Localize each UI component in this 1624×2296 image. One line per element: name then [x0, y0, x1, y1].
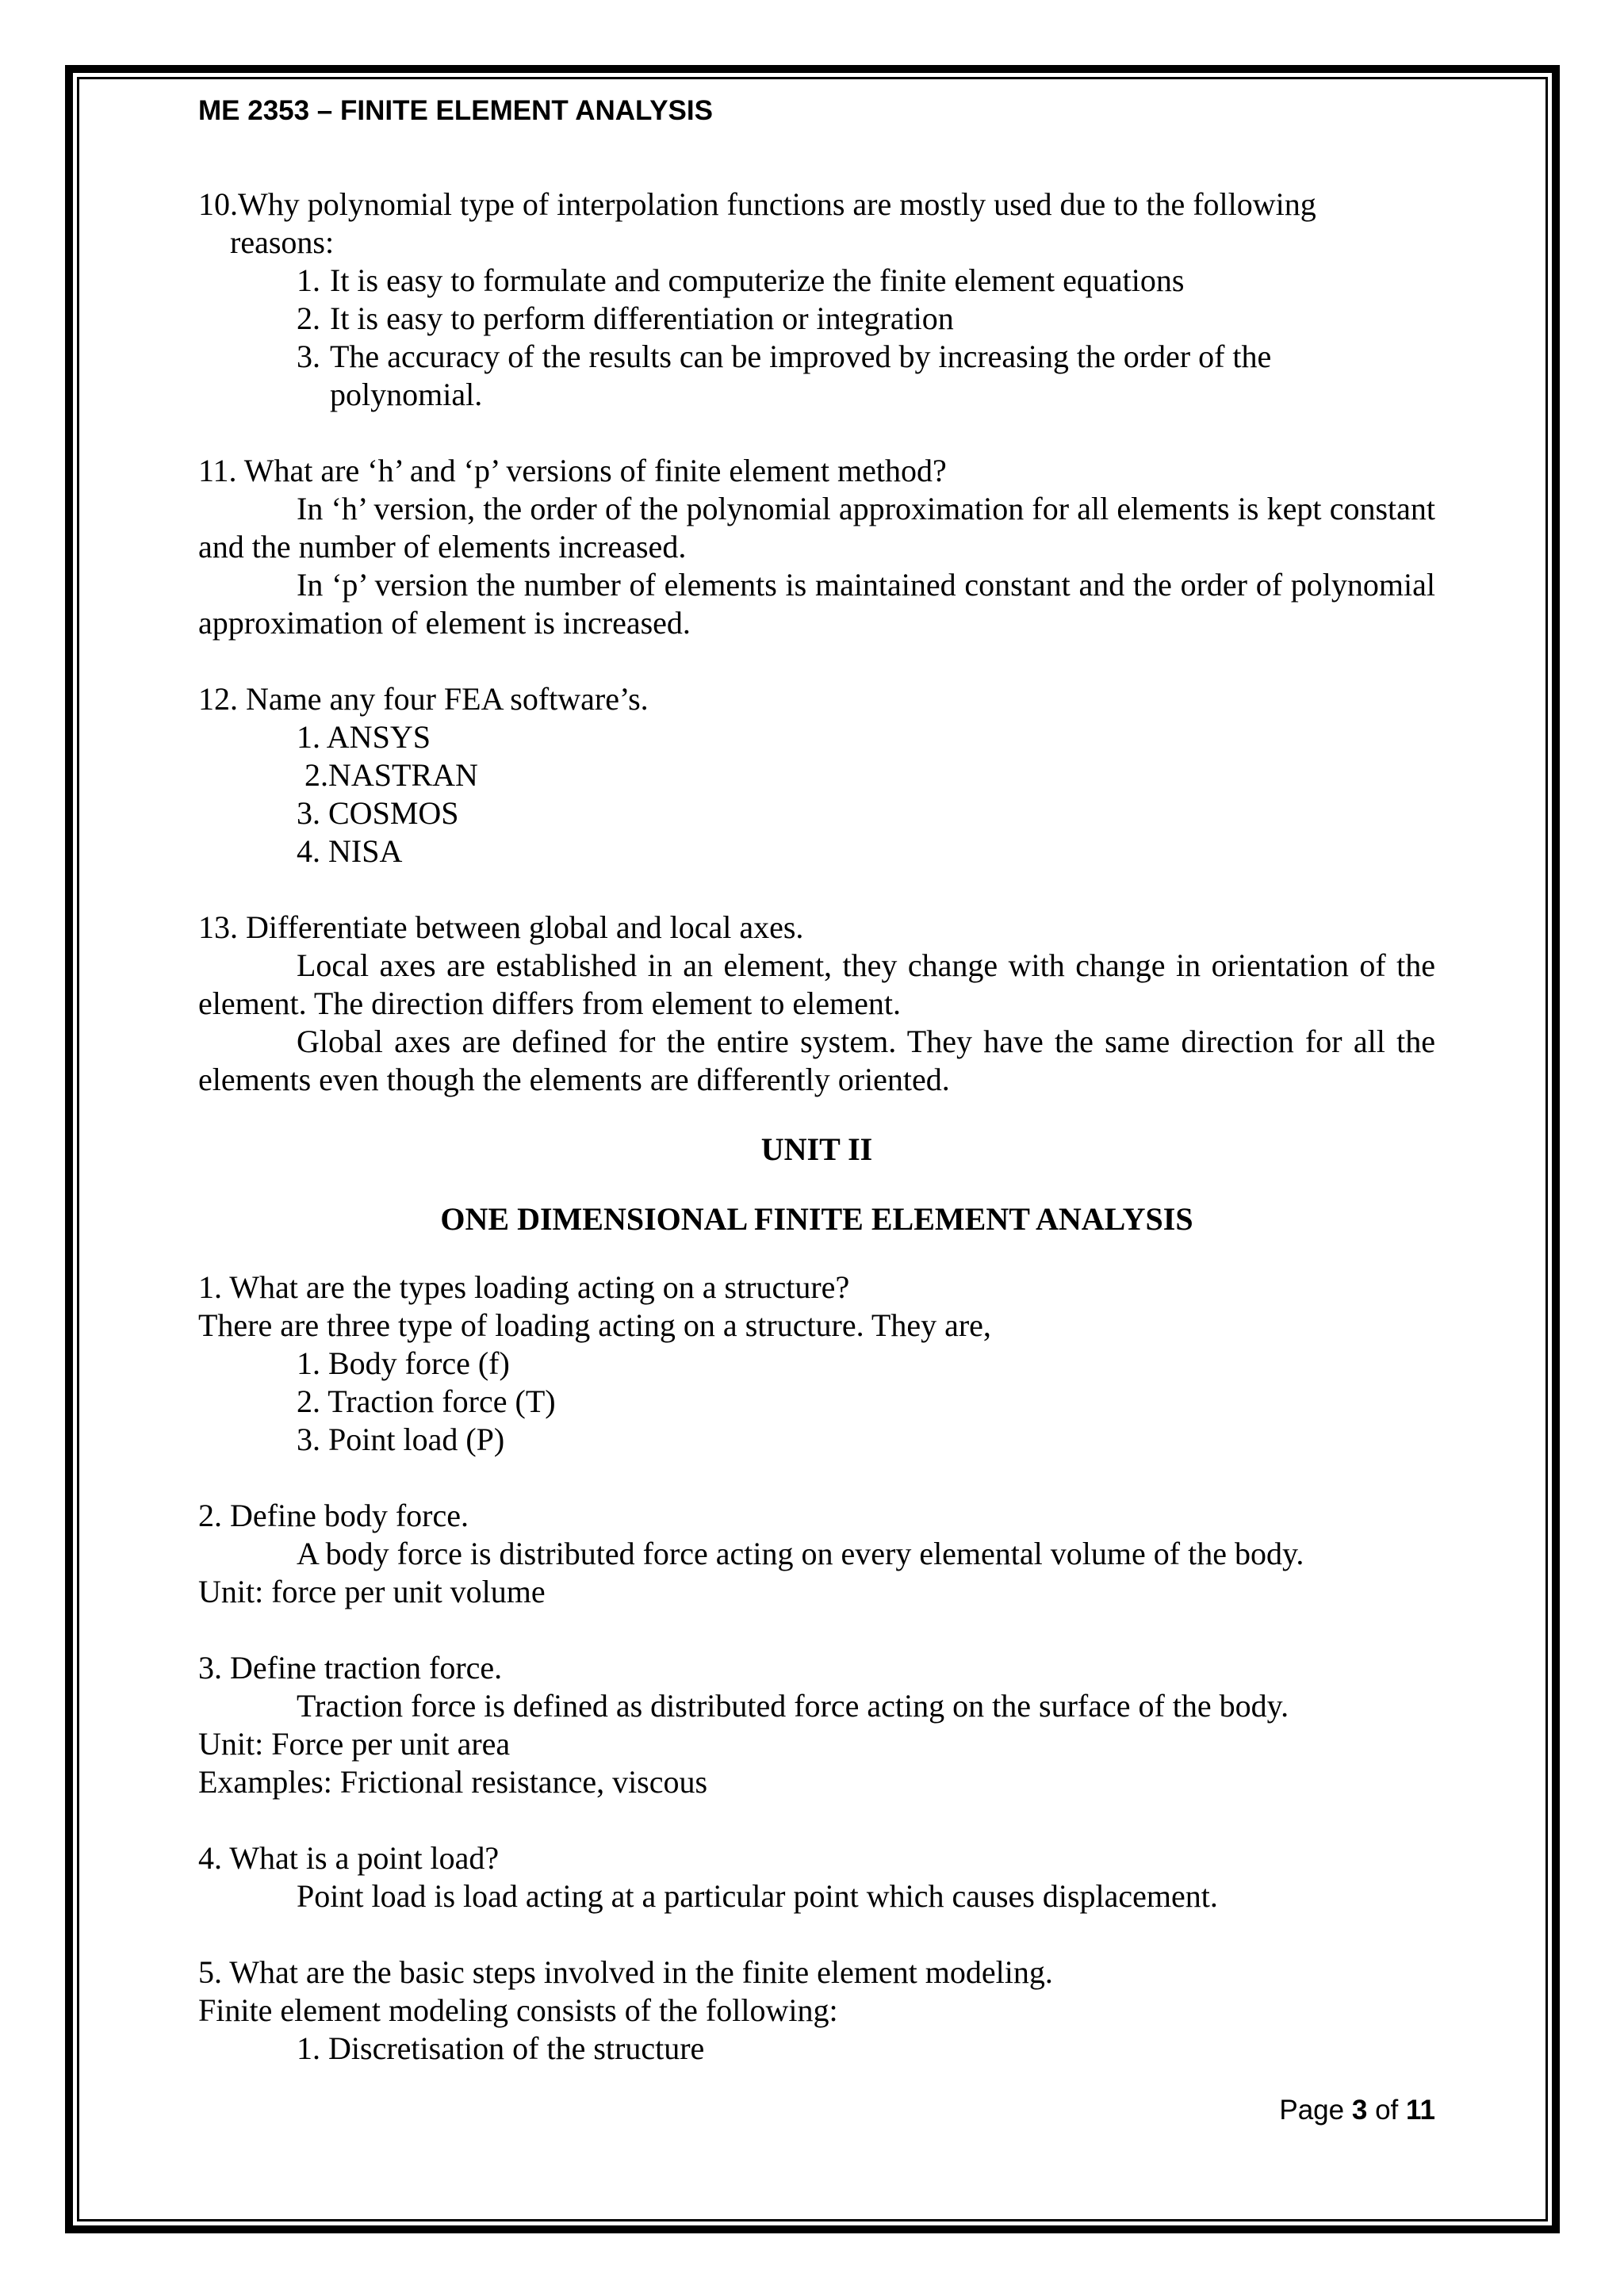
question-13	[198, 909, 1435, 1099]
list-item: 1. Discretisation of the structure	[297, 2030, 705, 2066]
list-item: 2.NASTRAN	[297, 757, 478, 793]
list-item-number: 2.	[297, 300, 320, 336]
question-13-text: 13. Differentiate between global and local axes.	[198, 909, 804, 945]
question-10-line2: reasons:	[230, 224, 335, 260]
unit2-question-2-unit: Unit: force per unit volume	[198, 1574, 546, 1609]
list-item: 3. COSMOS	[297, 795, 459, 831]
unit2-question-5-intro: Finite element modeling consists of the following:	[198, 1992, 838, 2028]
question-11-answer-1: In ‘h’ version, the order of the polynomial approximation for all elements is kept constant and the number of elements increased.	[198, 491, 1435, 564]
question-13-answer-2: Global axes are defined for the entire system. They have the same direction for all the elements even though the elements are differently oriented.	[198, 1024, 1435, 1097]
unit2-question-3-examples: Examples: Frictional resistance, viscous	[198, 1764, 708, 1800]
footer-page-number: 3	[1351, 2095, 1368, 2126]
footer-page-total: 11	[1406, 2095, 1435, 2126]
question-10	[198, 186, 1435, 414]
list-item: 2. Traction force (T)	[297, 1383, 556, 1419]
list-item-text: It is easy to perform differentiation or integration	[330, 300, 954, 336]
question-11-answer-2: In ‘p’ version the number of elements is maintained constant and the order of polynomial approximation of element is increased.	[198, 567, 1435, 641]
question-12-text: 12. Name any four FEA software’s.	[198, 681, 649, 717]
list-item-number: 3.	[297, 339, 320, 374]
unit2-question-3-unit: Unit: Force per unit area	[198, 1726, 511, 1762]
unit2-question-1-text: 1. What are the types loading acting on a structure?	[198, 1269, 850, 1305]
footer-page-word: Page	[1279, 2095, 1345, 2126]
unit-subtitle: ONE DIMENSIONAL FINITE ELEMENT ANALYSIS	[440, 1201, 1193, 1237]
unit2-question-5	[198, 1954, 1435, 2068]
unit2-question-1	[198, 1269, 1435, 1459]
unit2-question-3	[198, 1649, 1435, 1801]
list-item: 1. Body force (f)	[297, 1345, 510, 1381]
footer-of-word: of	[1375, 2095, 1399, 2126]
list-item	[198, 338, 1435, 414]
question-11	[198, 452, 1435, 642]
unit2-question-4	[198, 1839, 1435, 1915]
question-11-text: 11. What are ‘h’ and ‘p’ versions of finite element method?	[198, 453, 947, 488]
unit-title: UNIT II	[760, 1131, 873, 1167]
page-content	[198, 94, 1435, 2068]
unit2-question-2	[198, 1497, 1435, 1611]
list-item-text: It is easy to formulate and computerize the finite element equations	[330, 262, 1185, 298]
question-10-line1: 10.Why polynomial type of interpolation functions are mostly used due to the following	[198, 186, 1316, 222]
question-13-answer-1: Local axes are established in an element, they change with change in orientation of the element. The direction differs from element to element.	[198, 947, 1435, 1021]
list-item: 1. ANSYS	[297, 719, 431, 755]
list-item	[198, 262, 1435, 300]
list-item-text: The accuracy of the results can be improved by increasing the order of the polynomial.	[330, 339, 1272, 412]
unit2-question-4-answer: Point load is load acting at a particular point which causes displacement.	[297, 1878, 1218, 1914]
list-item: 3. Point load (P)	[297, 1422, 505, 1457]
unit2-question-3-answer: Traction force is defined as distributed force acting on the surface of the body.	[297, 1688, 1289, 1724]
list-item	[198, 300, 1435, 338]
unit2-question-5-text: 5. What are the basic steps involved in the finite element modeling.	[198, 1954, 1053, 1990]
list-item-number: 1.	[297, 262, 320, 298]
unit2-question-4-text: 4. What is a point load?	[198, 1840, 500, 1876]
page-header: ME 2353 – FINITE ELEMENT ANALYSIS	[198, 95, 713, 126]
unit2-question-2-answer: A body force is distributed force acting on every elemental volume of the body.	[297, 1536, 1304, 1571]
list-item: 4. NISA	[297, 833, 403, 869]
question-12	[198, 680, 1435, 871]
page-footer	[1237, 2093, 1435, 2128]
unit2-question-1-intro: There are three type of loading acting on a structure. They are,	[198, 1307, 991, 1343]
unit2-question-2-text: 2. Define body force.	[198, 1498, 469, 1533]
unit2-question-3-text: 3. Define traction force.	[198, 1650, 503, 1686]
